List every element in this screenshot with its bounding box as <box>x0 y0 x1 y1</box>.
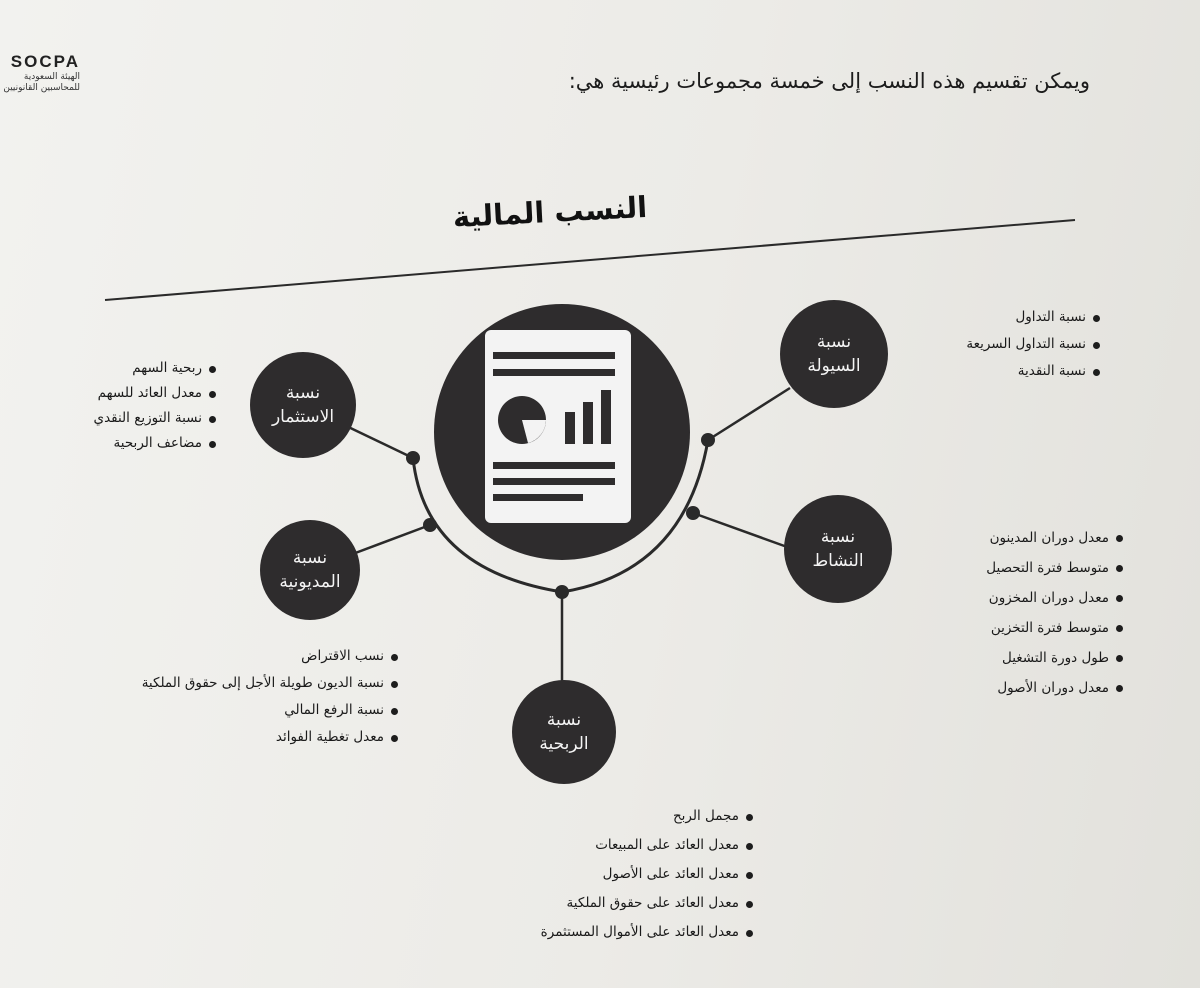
logo-mark: SOCPA <box>10 52 80 71</box>
list-item: متوسط فترة التخزين <box>986 613 1125 643</box>
list-item: معدل العائد على المبيعات <box>541 831 755 860</box>
list-item: معدل دوران المخزون <box>986 583 1125 613</box>
list-item: معدل العائد على الأموال المستثمرة <box>541 918 755 947</box>
list-item: معدل العائد على الأصول <box>541 860 755 889</box>
logo-subtitle-2: للمحاسبين القانونيين <box>3 83 80 93</box>
junction-dot <box>406 451 420 465</box>
node-debt: نسبة المديونية <box>260 520 360 620</box>
list-item: نسبة التوزيع النقدي <box>94 406 219 431</box>
node-investment: نسبة الاستثمار <box>250 352 356 458</box>
profitability-list <box>541 802 755 947</box>
junction-dot <box>423 518 437 532</box>
list-item: نسب الاقتراض <box>142 643 400 670</box>
node-activity: نسبة النشاط <box>784 495 892 603</box>
junction-dot <box>555 585 569 599</box>
list-item: معدل دوران المدينون <box>986 523 1125 553</box>
logo-subtitle-1: الهيئة السعودية <box>23 72 80 82</box>
node-liquidity: نسبة السيولة <box>780 300 888 408</box>
junction-dot <box>701 433 715 447</box>
list-item: متوسط فترة التحصيل <box>986 553 1125 583</box>
connector-investment <box>340 423 413 458</box>
list-item: طول دورة التشغيل <box>986 643 1125 673</box>
list-item: نسبة الديون طويلة الأجل إلى حقوق الملكية <box>142 670 400 697</box>
diagram-title: النسب المالية <box>452 189 648 235</box>
junction-dot <box>686 506 700 520</box>
list-item: معدل دوران الأصول <box>986 673 1125 703</box>
connector-debt <box>350 525 430 555</box>
list-item: مضاعف الربحية <box>94 431 219 456</box>
list-item: نسبة التداول <box>966 304 1102 331</box>
liquidity-list <box>966 304 1102 385</box>
list-item: معدل العائد للسهم <box>94 381 219 406</box>
investment-list <box>94 356 219 456</box>
list-item: معدل تغطية الفوائد <box>142 724 400 751</box>
list-item: نسبة التداول السريعة <box>966 331 1102 358</box>
debt-list <box>142 643 400 751</box>
connector-liquidity <box>708 388 790 440</box>
node-profitability: نسبة الربحية <box>512 680 616 784</box>
title-underline <box>105 220 1075 300</box>
activity-list <box>986 523 1125 703</box>
list-item: نسبة النقدية <box>966 358 1102 385</box>
financial-report-icon <box>485 330 631 523</box>
intro-paragraph: ويمكن تقسيم هذه النسب إلى خمسة مجموعات رئيسية هي: <box>568 69 1090 93</box>
list-item: معدل العائد على حقوق الملكية <box>541 889 755 918</box>
connector-activity <box>693 513 790 548</box>
list-item: ربحية السهم <box>94 356 219 381</box>
list-item: نسبة الرفع المالي <box>142 697 400 724</box>
list-item: مجمل الربح <box>541 802 755 831</box>
